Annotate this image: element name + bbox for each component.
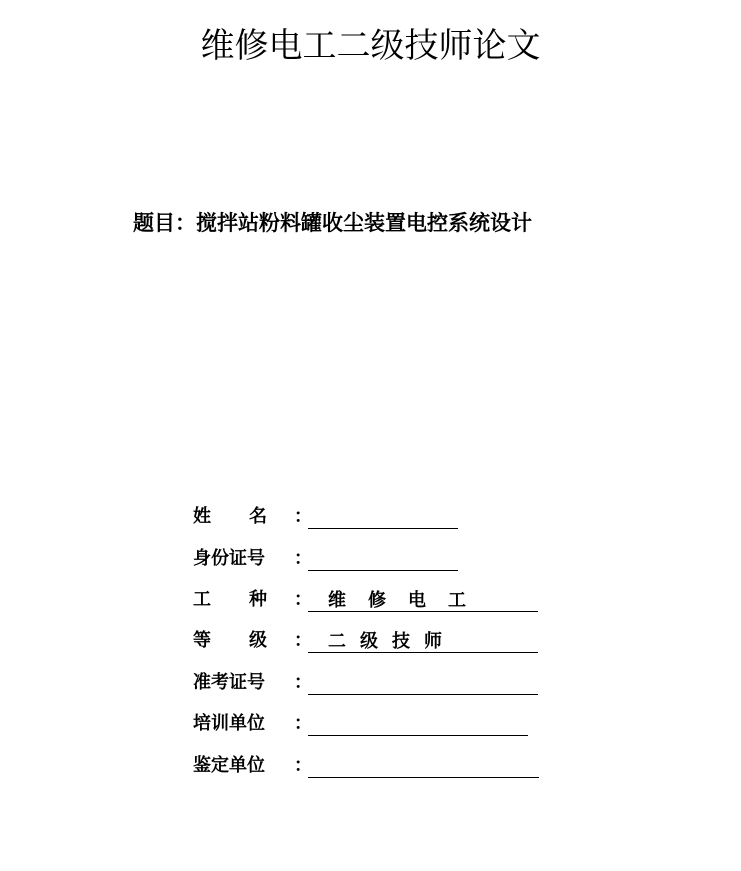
field-label-trade: 工 种: [193, 589, 267, 610]
thesis-topic: [133, 208, 532, 238]
topic-text: 搅拌站粉料罐收尘装置电控系统设计: [196, 210, 532, 235]
admission-number-field[interactable]: [308, 673, 538, 695]
field-label-grade: 等 级: [193, 630, 267, 651]
field-label-appraisal-unit: 鉴定单位: [193, 755, 265, 776]
grade-value-char: 师: [424, 631, 442, 652]
grade-value-char: 二: [328, 631, 346, 652]
field-colon: ：: [294, 713, 312, 734]
form-row-trade: [193, 586, 538, 612]
appraisal-unit-field[interactable]: [308, 756, 539, 778]
trade-value-char: 修: [368, 590, 386, 611]
field-label-admission-number: 准考证号: [193, 672, 265, 693]
form-row-training-unit: [193, 710, 528, 736]
form-row-grade: [193, 627, 538, 653]
trade-field[interactable]: [308, 590, 538, 612]
training-unit-field[interactable]: [308, 714, 528, 736]
trade-value-char: 维: [328, 590, 346, 611]
field-colon: ：: [294, 506, 312, 527]
trade-value-char: 电: [408, 590, 426, 611]
trade-value-char: 工: [448, 590, 466, 611]
name-field[interactable]: [308, 507, 458, 529]
form-row-appraisal-unit: [193, 752, 539, 778]
field-label-training-unit: 培训单位: [193, 713, 265, 734]
field-label-id-number: 身份证号: [193, 548, 265, 569]
form-row-id-number: [193, 545, 458, 571]
grade-value-char: 技: [392, 631, 410, 652]
field-colon: ：: [294, 672, 312, 693]
field-colon: ：: [294, 630, 312, 651]
form-row-admission-number: [193, 669, 538, 695]
field-colon: ：: [294, 548, 312, 569]
form-row-name: [193, 503, 458, 529]
field-colon: ：: [294, 755, 312, 776]
document-title: 维修电工二级技师论文: [200, 26, 541, 66]
id-number-field[interactable]: [308, 549, 458, 571]
topic-label: 题目：: [133, 210, 196, 235]
field-label-name: 姓 名: [193, 506, 267, 527]
grade-value-char: 级: [360, 631, 378, 652]
field-colon: ：: [294, 589, 312, 610]
grade-field[interactable]: [308, 631, 538, 653]
